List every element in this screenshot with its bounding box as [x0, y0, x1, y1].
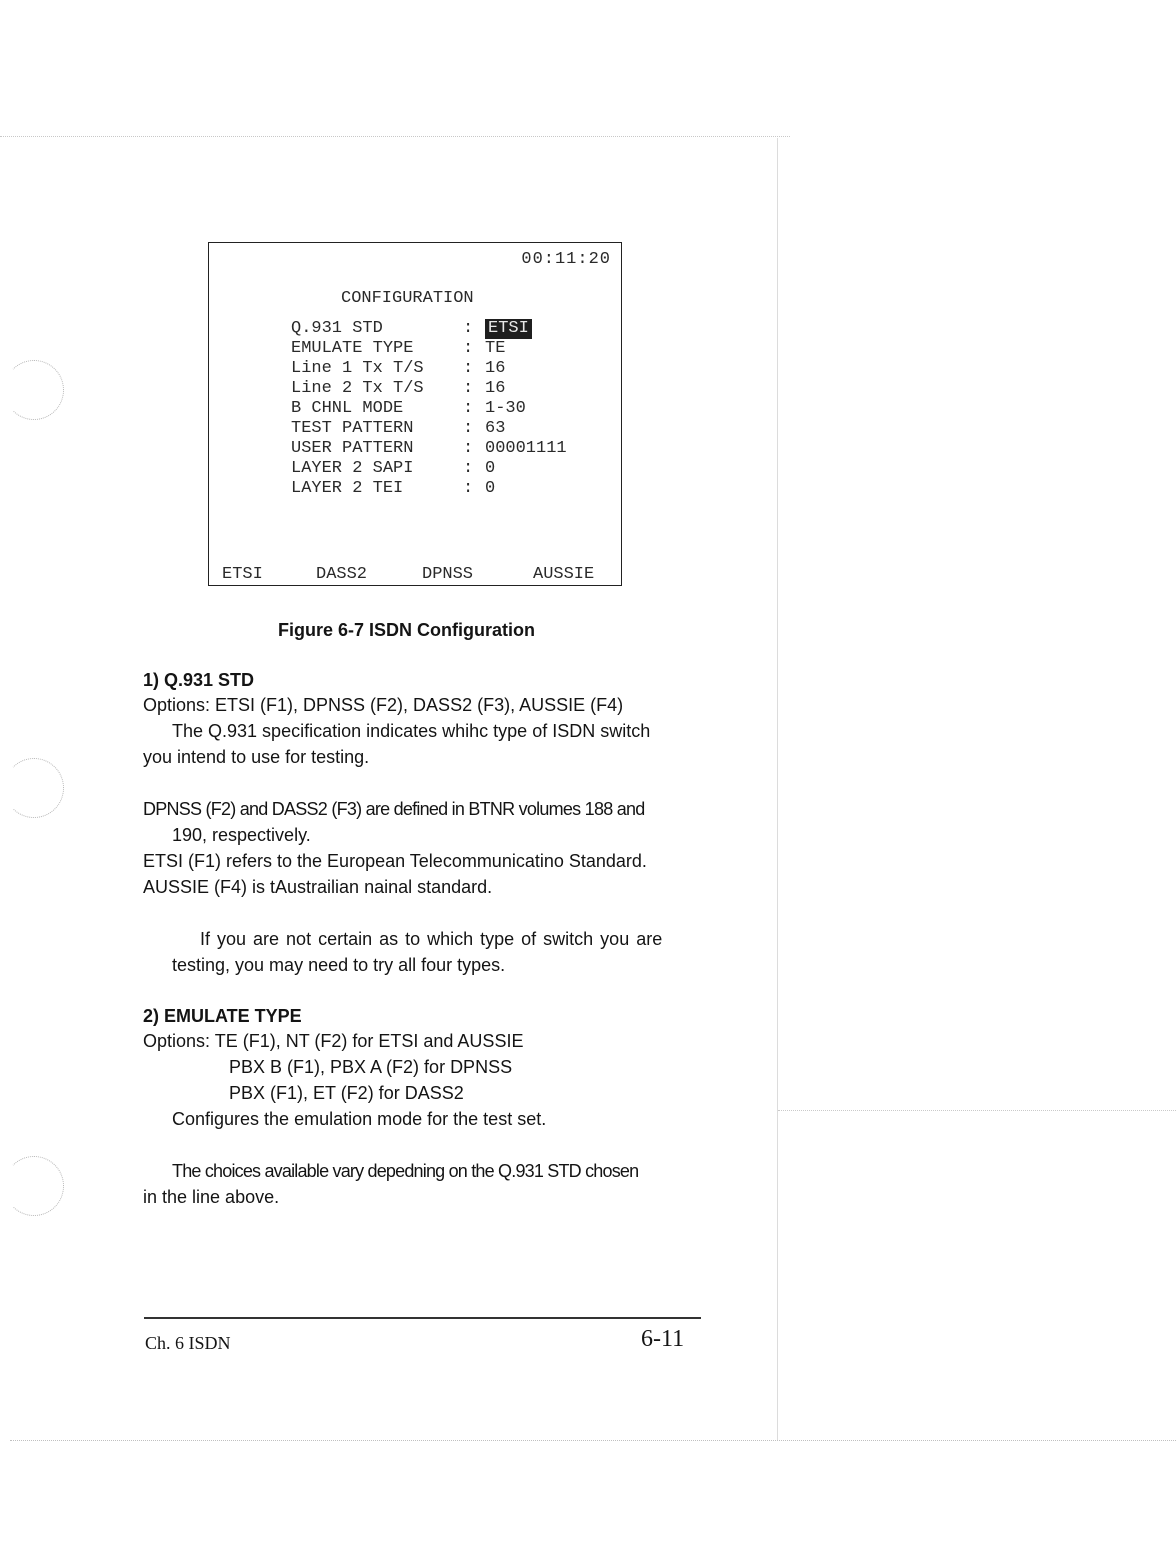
section1-note-line2: testing, you may need to try all four types.: [172, 955, 506, 975]
row-separator: :: [463, 419, 474, 438]
binder-hole-2: [4, 758, 64, 818]
row-value: 1-30: [485, 399, 526, 418]
config-row-test-pattern[interactable]: [291, 419, 567, 439]
config-row-layer2-sapi[interactable]: [291, 459, 567, 479]
config-row-emulate-type[interactable]: [291, 339, 567, 359]
scan-artifact-bottom: [10, 1440, 1176, 1441]
binder-hole-3: [4, 1156, 64, 1216]
row-label: USER PATTERN: [291, 439, 414, 458]
row-separator: :: [463, 339, 474, 358]
isdn-config-screen: [208, 242, 622, 586]
scan-artifact-top: [0, 136, 790, 137]
scan-artifact-vertical: [777, 138, 778, 1440]
figure-caption: Figure 6-7 ISDN Configuration: [278, 620, 536, 640]
section1-para1-line1: The Q.931 specification indicates whihc type of ISDN switch: [172, 721, 651, 741]
row-value-selected[interactable]: ETSI: [485, 319, 532, 339]
section2-desc: Configures the emulation mode for the test set.: [172, 1109, 547, 1129]
section1-para4: AUSSIE (F4) is tAustrailian nainal standard.: [143, 877, 493, 897]
config-row-user-pattern[interactable]: [291, 439, 567, 459]
row-value: 0: [485, 479, 496, 498]
section2-options-line3: PBX (F1), ET (F2) for DASS2: [229, 1083, 464, 1103]
row-value: 0: [485, 459, 496, 478]
section1-para2-line1: DPNSS (F2) and DASS2 (F3) are defined in BTNR volumes 188 and: [143, 799, 645, 819]
row-value: 63: [485, 419, 506, 438]
config-rows: [291, 319, 567, 499]
row-separator: :: [463, 319, 474, 338]
row-separator: :: [463, 399, 474, 418]
row-label: Q.931 STD: [291, 319, 383, 338]
section1-para3: ETSI (F1) refers to the European Telecommunicatino Standard.: [143, 851, 647, 871]
footer-chapter: Ch. 6 ISDN: [145, 1333, 231, 1353]
row-separator: :: [463, 379, 474, 398]
section2-heading: 2) EMULATE TYPE: [143, 1006, 302, 1026]
binder-hole-1: [4, 360, 64, 420]
config-row-line1-tx[interactable]: [291, 359, 567, 379]
section2-options-line1: Options: TE (F1), NT (F2) for ETSI and AUSSIE: [143, 1031, 524, 1051]
row-separator: :: [463, 459, 474, 478]
fkey-f1-etsi[interactable]: ETSI: [222, 565, 263, 584]
screen-title: CONFIGURATION: [341, 289, 474, 308]
row-value: 16: [485, 359, 506, 378]
row-label: Line 2 Tx T/S: [291, 379, 424, 398]
row-separator: :: [463, 479, 474, 498]
row-label: B CHNL MODE: [291, 399, 404, 418]
footer-page-number: 6-11: [641, 1326, 685, 1352]
config-row-b-chnl-mode[interactable]: [291, 399, 567, 419]
fkey-f3-dpnss[interactable]: DPNSS: [422, 565, 474, 584]
config-row-q931-std[interactable]: [291, 319, 567, 339]
row-value: 00001111: [485, 439, 567, 458]
row-label: LAYER 2 SAPI: [291, 459, 414, 478]
row-separator: :: [463, 359, 474, 378]
config-row-line2-tx[interactable]: [291, 379, 567, 399]
section2-note-line1: The choices available vary depedning on the Q.931 STD chosen: [172, 1161, 639, 1181]
row-separator: :: [463, 439, 474, 458]
fkey-f4-aussie[interactable]: AUSSIE: [533, 565, 595, 584]
section1-note-line1: If you are not certain as to which type of switch you are: [200, 929, 663, 949]
section1-options: Options: ETSI (F1), DPNSS (F2), DASS2 (F3), AUSSIE (F4): [143, 695, 624, 715]
fkey-f2-dass2[interactable]: DASS2: [316, 565, 368, 584]
row-label: TEST PATTERN: [291, 419, 414, 438]
section1-heading: 1) Q.931 STD: [143, 670, 255, 690]
row-label: Line 1 Tx T/S: [291, 359, 424, 378]
function-key-bar: [209, 565, 621, 585]
clock-readout: 00:11:20: [521, 250, 611, 269]
row-value: 16: [485, 379, 506, 398]
section2-note-line2: in the line above.: [143, 1187, 280, 1207]
row-label: LAYER 2 TEI: [291, 479, 404, 498]
section2-options-line2: PBX B (F1), PBX A (F2) for DPNSS: [229, 1057, 513, 1077]
row-value: TE: [485, 339, 506, 358]
scan-artifact-right: [778, 1110, 1176, 1111]
section1-para1-line2: you intend to use for testing.: [143, 747, 370, 767]
row-label: EMULATE TYPE: [291, 339, 414, 358]
config-row-layer2-tei[interactable]: [291, 479, 567, 499]
section1-para2-line2: 190, respectively.: [172, 825, 311, 845]
footer-rule: [144, 1317, 701, 1319]
